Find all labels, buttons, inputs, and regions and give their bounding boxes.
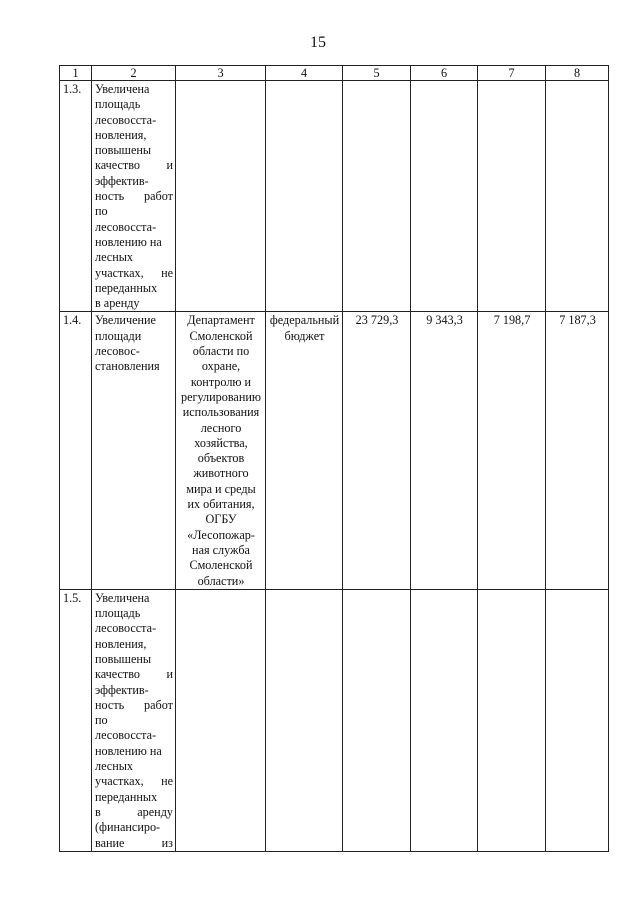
row-number-cell: 1.4.: [60, 312, 92, 589]
text-line: животного: [193, 466, 249, 481]
text-line: хозяйства,: [194, 435, 248, 450]
text-line: эффектив-: [95, 173, 149, 188]
header-cell: 8: [546, 66, 609, 81]
text-line: федеральный: [269, 313, 340, 328]
amount-cell: [478, 589, 546, 851]
activity-name-cell: [92, 589, 176, 851]
text-word: аренду: [137, 804, 173, 819]
header-cell: 6: [411, 66, 478, 81]
text-line: [95, 667, 173, 682]
text-line: новления,: [95, 127, 147, 142]
text-line: площадь: [95, 97, 141, 112]
amount-cell: 7 187,3: [546, 312, 609, 589]
text-line: Увеличена: [95, 590, 150, 605]
table-row: [60, 81, 609, 312]
text-line: эффектив-: [95, 682, 149, 697]
header-cell: 7: [478, 66, 546, 81]
funding-source-cell: [266, 312, 343, 589]
text-line: лесных: [95, 250, 134, 265]
text-line: новлению на: [95, 234, 162, 249]
text-line: регулированию: [180, 389, 261, 404]
text-line: мира и среды: [186, 481, 256, 496]
text-line: становления: [95, 359, 160, 374]
activity-name-cell: [92, 81, 176, 312]
text-line: охране,: [201, 359, 241, 374]
amount-cell: 7 198,7: [478, 312, 546, 589]
amount-cell: [546, 81, 609, 312]
header-cell: 4: [266, 66, 343, 81]
amount-cell: [411, 589, 478, 851]
text-word: ность: [95, 697, 125, 712]
text-word: ность: [95, 189, 125, 204]
text-line: Департамент: [187, 313, 255, 328]
row-number-cell: 1.3.: [60, 81, 92, 312]
text-line: [95, 836, 173, 851]
amount-cell: [343, 589, 411, 851]
text-line: Увеличение: [95, 313, 156, 328]
text-line: лесовосста-: [95, 621, 157, 636]
text-word: работ: [144, 697, 173, 712]
amount-cell: 9 343,3: [411, 312, 478, 589]
text-line: лесовосста-: [95, 728, 157, 743]
text-line: лесного: [200, 420, 242, 435]
text-line: [95, 189, 173, 204]
text-line: переданных: [95, 280, 158, 295]
text-line: лесовосста-: [95, 219, 157, 234]
text-line: [95, 774, 173, 789]
text-word: не: [161, 265, 173, 280]
text-word: вание: [95, 835, 125, 850]
text-line: Увеличена: [95, 82, 150, 96]
activity-name-cell: [92, 312, 176, 589]
executor-cell: [176, 312, 266, 589]
text-line: использования: [182, 405, 260, 420]
table-row: [60, 312, 609, 589]
header-cell: 1: [60, 66, 92, 81]
text-line: объектов: [197, 451, 245, 466]
text-line: площади: [95, 328, 142, 343]
amount-cell: [343, 81, 411, 312]
amount-cell: 23 729,3: [343, 312, 411, 589]
text-line: лесных: [95, 759, 134, 774]
text-line: повышены: [95, 651, 152, 666]
amount-cell: [478, 81, 546, 312]
text-line: области»: [197, 573, 245, 588]
text-line: в аренду: [95, 296, 140, 311]
page-number: 15: [310, 34, 326, 51]
text-word: работ: [144, 189, 173, 204]
row-number-cell: 1.5.: [60, 589, 92, 851]
text-word: и: [166, 667, 173, 682]
text-line: новления,: [95, 636, 147, 651]
text-word: участках,: [95, 774, 144, 789]
text-line: ная служба: [192, 542, 250, 557]
text-line: бюджет: [284, 328, 325, 343]
text-line: повышены: [95, 143, 152, 158]
text-line: по: [95, 204, 108, 219]
text-line: новлению на: [95, 743, 162, 758]
text-word: из: [161, 835, 173, 850]
header-cell: 5: [343, 66, 411, 81]
text-line: лесовосста-: [95, 112, 157, 127]
text-line: переданных: [95, 789, 158, 804]
header-cell: 2: [92, 66, 176, 81]
funding-source-cell: [266, 81, 343, 312]
text-line: (финансиро-: [95, 820, 161, 835]
text-line: [95, 266, 173, 281]
program-table: [59, 65, 609, 852]
text-word: качество: [95, 667, 141, 682]
funding-source-cell: [266, 589, 343, 851]
text-line: их обитания,: [187, 497, 255, 512]
amount-cell: [546, 589, 609, 851]
text-line: области по: [192, 344, 250, 359]
executor-cell: [176, 81, 266, 312]
header-cell: 3: [176, 66, 266, 81]
text-line: лесовос-: [95, 344, 140, 359]
text-line: [95, 158, 173, 173]
text-word: качество: [95, 158, 141, 173]
text-word: в: [95, 804, 101, 819]
table-row: [60, 589, 609, 851]
text-line: [95, 805, 173, 820]
text-line: Смоленской: [189, 558, 253, 573]
executor-cell: [176, 589, 266, 851]
text-line: площадь: [95, 606, 141, 621]
text-word: не: [161, 774, 173, 789]
text-line: по: [95, 713, 108, 728]
text-line: Смоленской: [189, 328, 253, 343]
text-line: контролю и: [190, 374, 252, 389]
column-number-row: [60, 66, 609, 81]
text-word: и: [166, 158, 173, 173]
text-word: участках,: [95, 265, 144, 280]
text-line: ОГБУ: [205, 512, 237, 527]
amount-cell: [411, 81, 478, 312]
text-line: [95, 698, 173, 713]
text-line: «Лесопожар-: [187, 527, 255, 542]
